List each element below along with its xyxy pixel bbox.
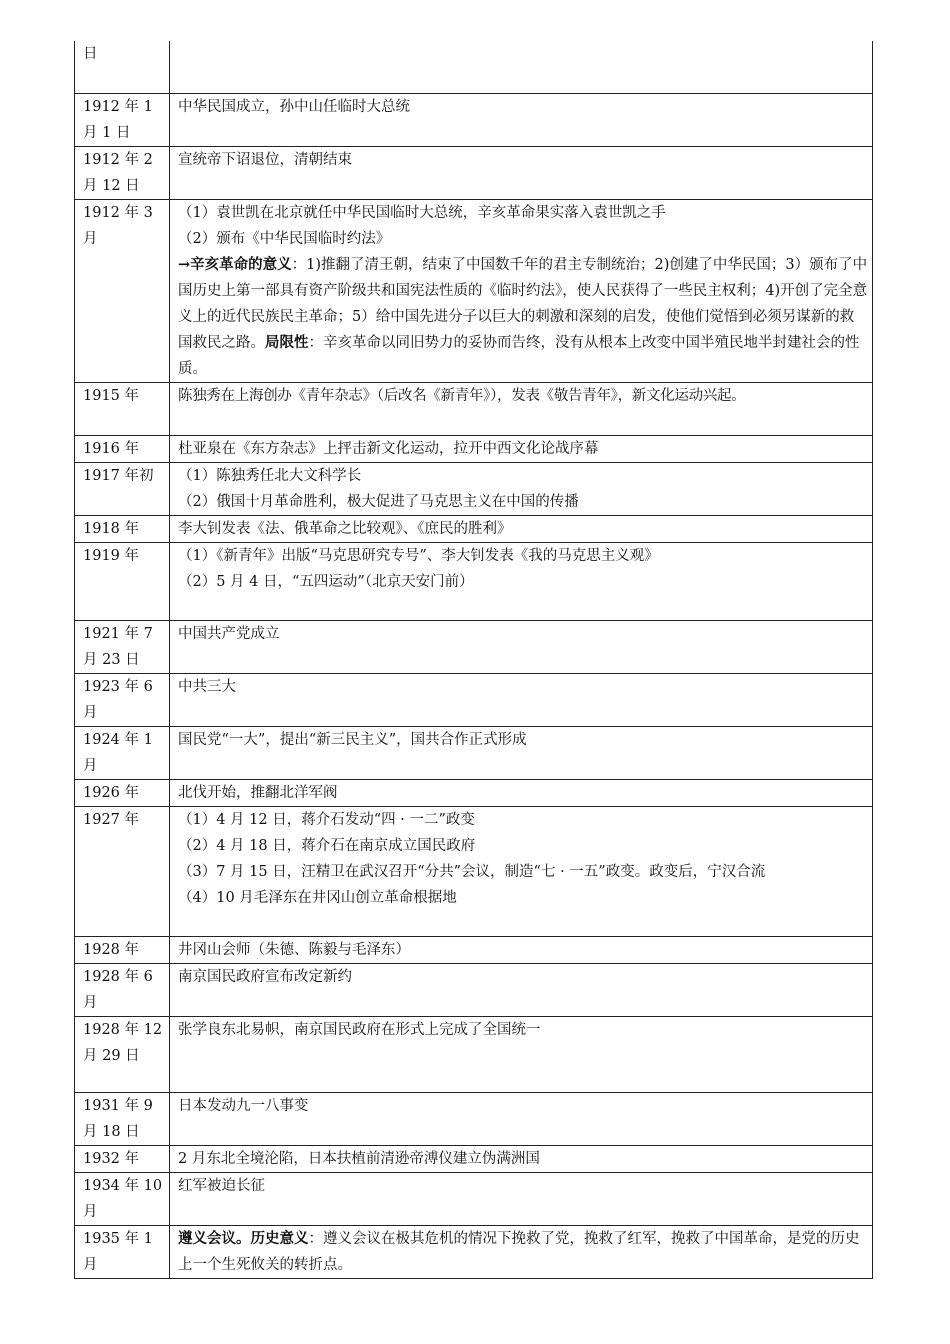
date-cell: 1917 年初 — [75, 462, 170, 515]
date-cell: 1916 年 — [75, 435, 170, 462]
event-line: （2）4 月 18 日，蒋介石在南京成立国民政府 — [178, 837, 476, 854]
table-row — [75, 673, 873, 726]
date-cell: 1915 年 — [75, 382, 170, 435]
date-cell: 1912 年 1 月 1 日 — [75, 93, 170, 146]
table-row — [75, 146, 873, 199]
significance-paragraph — [178, 252, 868, 382]
table-row — [75, 726, 873, 779]
event-cell: 宣统帝下诏退位，清朝结束 — [170, 146, 873, 199]
table-row — [75, 963, 873, 1016]
table-row — [75, 93, 873, 146]
table-row — [75, 1016, 873, 1092]
event-cell: 李大钊发表《法、俄革命之比较观》、《庶民的胜利》 — [170, 515, 873, 542]
event-cell: 日本发动九一八事变 — [170, 1092, 873, 1145]
event-cell — [170, 199, 873, 382]
date-cell: 日 — [75, 41, 170, 93]
significance-text: ：1)推翻了清王朝，结束了中国数千年的君主专制统治；2)创建了中华民国；3）颁布了中国历史上第一部具有资产阶级共和国宪法性质的《临时约法》，使人民获得了一些民主权利；4)开创了完全意义上的近代民族民主革命；5）给中国先进分子以巨大的刺激和深刻的启发，使他们觉悟到必须另谋新的救国救民之路。 — [178, 256, 868, 351]
date-cell: 1921 年 7 月 23 日 — [75, 620, 170, 673]
event-cell: 中华民国成立，孙中山任临时大总统 — [170, 93, 873, 146]
meaning-text: ：遵义会议在极其危机的情况下挽救了党，挽救了红军，挽救了中国革命，是党的历史上一个生死攸关的转折点。 — [178, 1230, 860, 1273]
significance-label: →辛亥革命的意义 — [178, 255, 292, 273]
event-label: 遵义会议。 — [178, 1229, 251, 1247]
date-cell: 1923 年 6 月 — [75, 673, 170, 726]
date-cell: 1912 年 2 月 12 日 — [75, 146, 170, 199]
table-row — [75, 542, 873, 620]
event-line: （2）颁布《中华民国临时约法》 — [178, 230, 391, 247]
event-line: （3）7 月 15 日，汪精卫在武汉召开“分共”会议，制造“七 · 一五”政变。政变后，宁汉合流 — [178, 863, 766, 880]
event-cell: 国民党“一大”，提出“新三民主义”，国共合作正式形成 — [170, 726, 873, 779]
event-cell: 中共三大 — [170, 673, 873, 726]
date-cell: 1928 年 — [75, 936, 170, 963]
date-cell: 1918 年 — [75, 515, 170, 542]
event-cell: 红军被迫长征 — [170, 1172, 873, 1225]
table-row — [75, 199, 873, 382]
date-cell: 1919 年 — [75, 542, 170, 620]
meaning-label: 历史意义 — [250, 1229, 309, 1247]
event-line: （4）10 月毛泽东在井冈山创立革命根据地 — [178, 889, 457, 906]
date-cell: 1928 年 12 月 29 日 — [75, 1016, 170, 1092]
table-row — [75, 435, 873, 462]
event-line: （2）5 月 4 日，“五四运动”（北京天安门前） — [178, 573, 474, 590]
table-row — [75, 382, 873, 435]
event-cell — [170, 462, 873, 515]
date-cell: 1935 年 1 月 — [75, 1225, 170, 1278]
date-cell: 1934 年 10 月 — [75, 1172, 170, 1225]
event-line: （1）袁世凯在北京就任中华民国临时大总统，辛亥革命果实落入袁世凯之手 — [178, 204, 666, 221]
date-cell: 1924 年 1 月 — [75, 726, 170, 779]
table-row — [75, 806, 873, 936]
event-cell: 南京国民政府宣布改定新约 — [170, 963, 873, 1016]
event-line: （1）陈独秀任北大文科学长 — [178, 467, 362, 484]
date-cell: 1926 年 — [75, 779, 170, 806]
table-row — [75, 1145, 873, 1172]
event-cell: 中国共产党成立 — [170, 620, 873, 673]
event-cell — [170, 1225, 873, 1278]
event-cell: 杜亚泉在《东方杂志》上抨击新文化运动，拉开中西文化论战序幕 — [170, 435, 873, 462]
event-cell — [170, 806, 873, 936]
date-cell: 1932 年 — [75, 1145, 170, 1172]
table-row — [75, 462, 873, 515]
table-row — [75, 620, 873, 673]
event-line: （1）《新青年》出版“马克思研究专号”、李大钊发表《我的马克思主义观》 — [178, 547, 659, 564]
limitation-text: ：辛亥革命以同旧势力的妥协而告终，没有从根本上改变中国半殖民地半封建社会的性质。 — [178, 334, 860, 377]
date-cell: 1931 年 9 月 18 日 — [75, 1092, 170, 1145]
event-line: （1）4 月 12 日，蒋介石发动“四 · 一二”政变 — [178, 811, 475, 828]
event-cell: 井冈山会师（朱德、陈毅与毛泽东） — [170, 936, 873, 963]
event-cell: 2 月东北全境沦陷，日本扶植前清逊帝溥仪建立伪满洲国 — [170, 1145, 873, 1172]
event-cell: 张学良东北易帜，南京国民政府在形式上完成了全国统一 — [170, 1016, 873, 1092]
timeline-table — [74, 41, 873, 1279]
table-row — [75, 1092, 873, 1145]
event-cell — [170, 41, 873, 93]
table-row — [75, 936, 873, 963]
event-cell — [170, 382, 873, 435]
table-row — [75, 1225, 873, 1278]
event-cell: 北伐开始，推翻北洋军阀 — [170, 779, 873, 806]
event-cell — [170, 542, 873, 620]
table-row — [75, 41, 873, 93]
table-row — [75, 515, 873, 542]
event-line: 陈独秀在上海创办《青年杂志》（后改名《新青年》），发表《敬告青年》，新文化运动兴起。 — [178, 387, 746, 404]
limitation-label: 局限性 — [265, 333, 309, 351]
event-line: （2）俄国十月革命胜利，极大促进了马克思主义在中国的传播 — [178, 493, 579, 510]
table-row — [75, 779, 873, 806]
date-cell: 1928 年 6 月 — [75, 963, 170, 1016]
table-row — [75, 1172, 873, 1225]
date-cell: 1912 年 3 月 — [75, 199, 170, 382]
date-cell: 1927 年 — [75, 806, 170, 936]
